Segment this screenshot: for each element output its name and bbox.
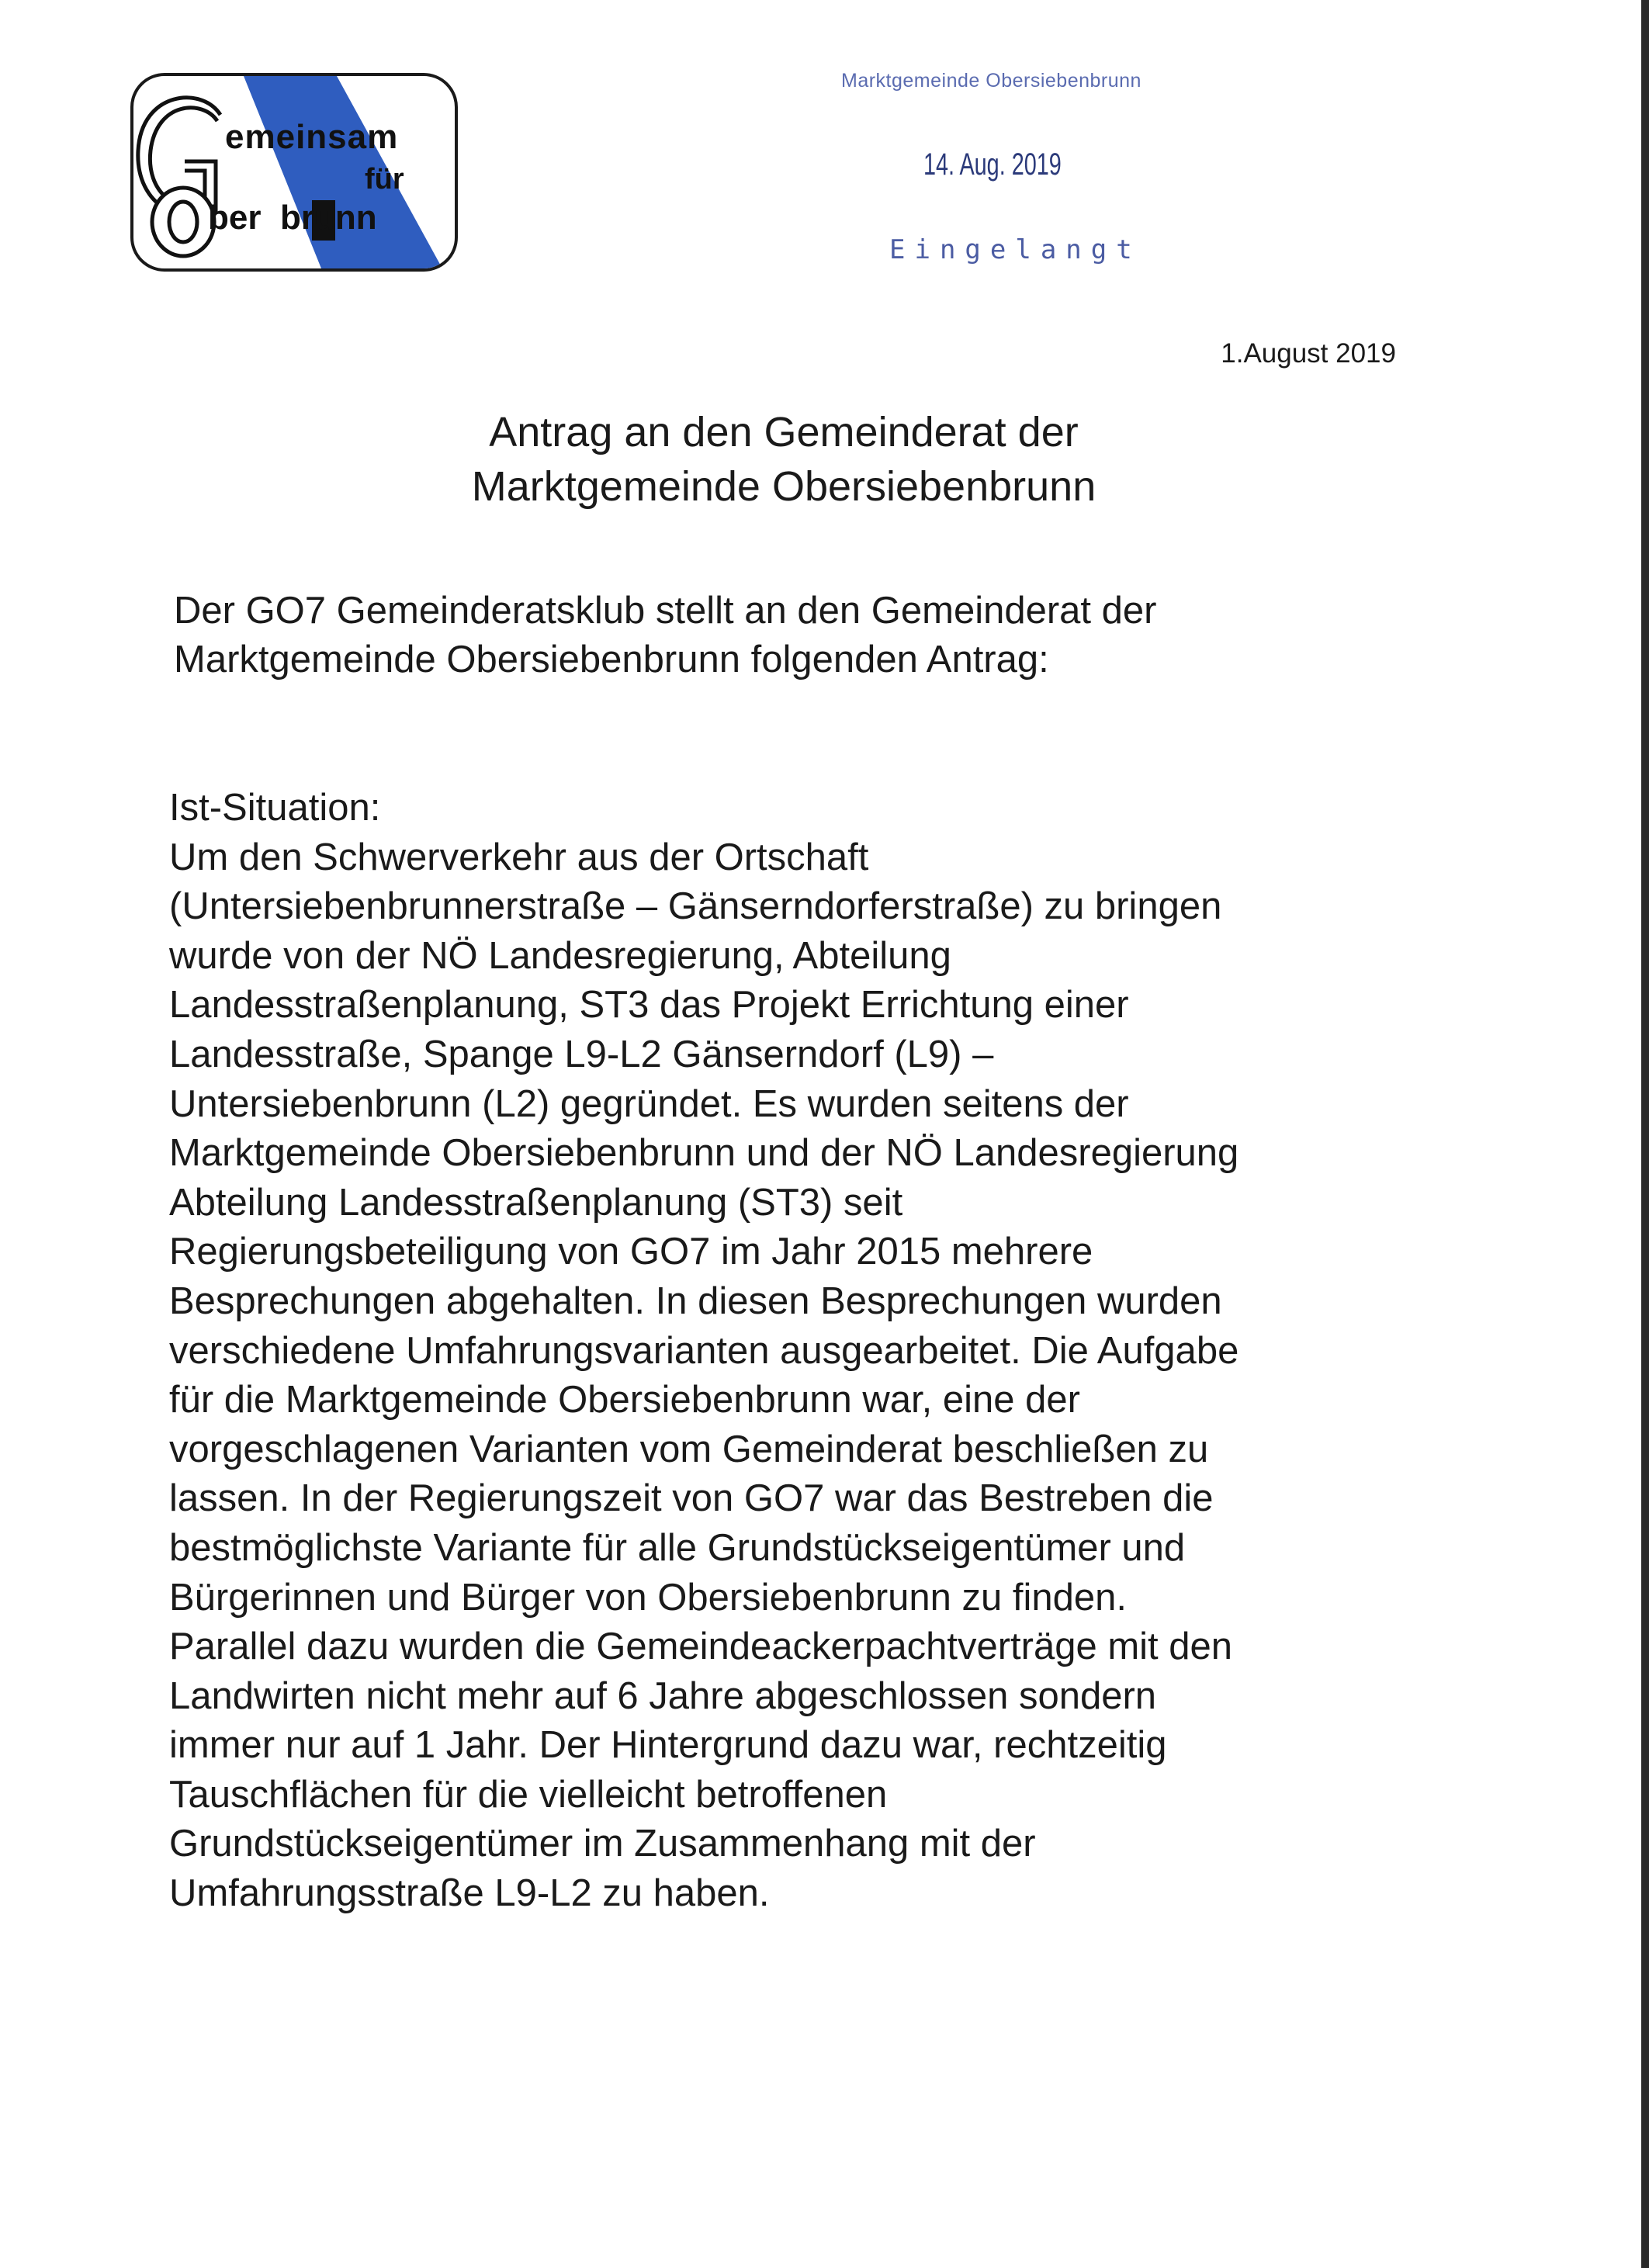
logo [130, 73, 458, 272]
body-line: bestmöglichste Variante für alle Grundstückseigentümer und [169, 1526, 1186, 1569]
body-line: lassen. In der Regierungszeit von GO7 war das Bestreben die [169, 1477, 1214, 1520]
logo-blue-band [244, 76, 442, 268]
body-line: Regierungsbeteiligung von GO7 im Jahr 2015 mehrere [169, 1231, 1093, 1273]
stamp-office-name: Marktgemeinde Obersiebenbrunn [841, 70, 1141, 92]
logo-text-line1: emeinsam [225, 118, 399, 156]
document-date: 1.August 2019 [1221, 338, 1396, 369]
situation-heading: Ist-Situation: [169, 787, 381, 829]
body-line: Landwirten nicht mehr auf 6 Jahre abgeschlossen sondern [169, 1674, 1157, 1717]
intro-line: Marktgemeinde Obersiebenbrunn folgenden Antrag: [174, 639, 1049, 680]
logo-text-line3: ber7brunn [208, 199, 377, 237]
body-line: für die Marktgemeinde Obersiebenbrunn war, eine der [169, 1379, 1080, 1421]
title-line: Antrag an den Gemeinderat der [489, 409, 1079, 455]
body-line: immer nur auf 1 Jahr. Der Hintergrund dazu war, rechtzeitig [169, 1724, 1167, 1767]
body-line: Landesstraßenplanung, ST3 das Projekt Errichtung einer [169, 984, 1129, 1027]
body-line: wurde von der NÖ Landesregierung, Abteilung [169, 934, 951, 977]
stamp-date: 14. Aug. 2019 [923, 147, 1062, 182]
body-line: Landesstraße, Spange L9-L2 Gänserndorf (L9) – [169, 1033, 994, 1075]
document-title [0, 405, 1568, 514]
body-line: Bürgerinnen und Bürger von Obersiebenbrunn zu finden. [169, 1576, 1127, 1619]
intro-paragraph [174, 587, 1156, 684]
body-line: (Untersiebenbrunnerstraße – Gänserndorferstraße) zu bringen [169, 885, 1222, 928]
stamp-received-label: Eingelangt [889, 234, 1141, 265]
body-line: Untersiebenbrunn (L2) gegründet. Es wurden seitens der [169, 1082, 1129, 1125]
logo-text-line2: für [365, 163, 404, 196]
body-line: Marktgemeinde Obersiebenbrunn und der NÖ Landesregierung [169, 1132, 1239, 1175]
body-line: Um den Schwerverkehr aus der Ortschaft [169, 836, 869, 878]
body-line: Abteilung Landesstraßenplanung (ST3) seit [169, 1181, 903, 1224]
body-line: Tauschflächen für die vielleicht betroffenen [169, 1773, 888, 1816]
body-line: Parallel dazu wurden die Gemeindeackerpachtverträge mit den [169, 1626, 1233, 1668]
body-line: Besprechungen abgehalten. In diesen Besprechungen wurden [169, 1279, 1222, 1322]
body-line: vorgeschlagenen Varianten vom Gemeinderat beschließen zu [169, 1428, 1209, 1470]
received-stamp [838, 64, 1226, 281]
scan-edge [1641, 0, 1649, 2268]
body-line: Umfahrungsstraße L9-L2 zu haben. [169, 1872, 770, 1915]
body-line: verschiedene Umfahrungsvarianten ausgearbeitet. Die Aufgabe [169, 1329, 1239, 1372]
intro-line: Der GO7 Gemeinderatsklub stellt an den Gemeinderat der [174, 590, 1157, 632]
logo-graphic [133, 76, 455, 268]
body-line: Grundstückseigentümer im Zusammenhang mit der [169, 1823, 1036, 1865]
situation-section [169, 784, 1238, 1919]
title-line: Marktgemeinde Obersiebenbrunn [471, 463, 1096, 510]
